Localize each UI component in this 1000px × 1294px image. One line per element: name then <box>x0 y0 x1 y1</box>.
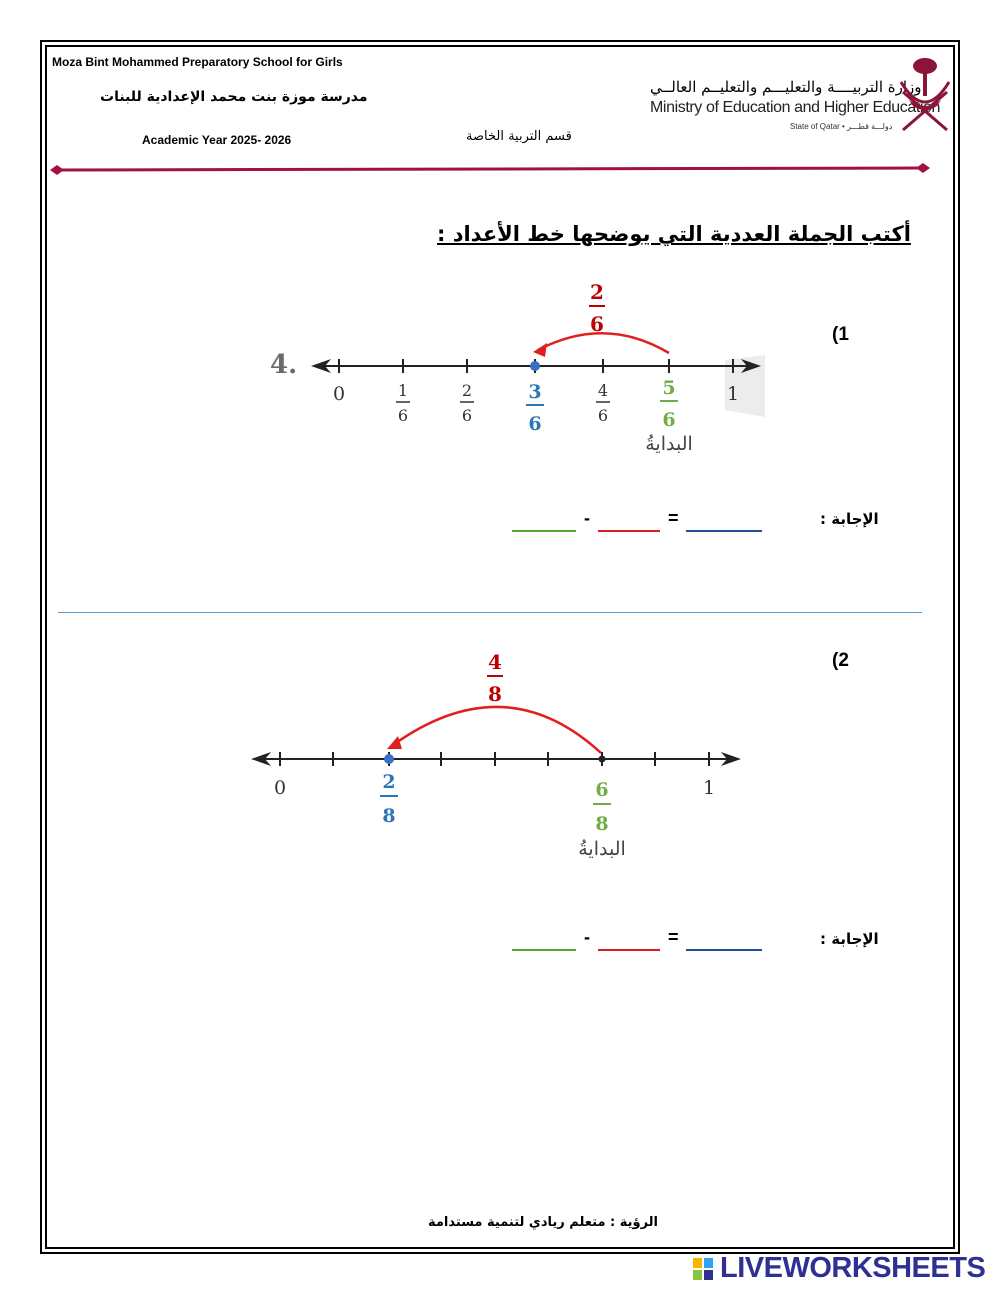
jump-arc <box>393 707 601 753</box>
frac-num: 6 <box>595 779 609 801</box>
zero-label: 0 <box>332 383 346 405</box>
start-label: البدايةُ <box>645 433 693 455</box>
number-line-2 <box>245 645 755 865</box>
equals-sign: = <box>668 508 679 528</box>
qatar-emblem-icon <box>895 52 955 134</box>
minus-sign: - <box>584 508 590 528</box>
answer-blank-start-1[interactable] <box>512 530 576 532</box>
one-label: 1 <box>702 777 716 799</box>
answer-blank-jump-1[interactable] <box>598 530 660 532</box>
ministry-name-english: Ministry of Education and Higher Education <box>650 99 941 116</box>
jump-arc <box>538 333 669 353</box>
school-name-english: Moza Bint Mohammed Preparatory School for Girls <box>52 55 343 69</box>
problem-tag: 4. <box>270 350 298 380</box>
jump-numerator: 2 <box>590 280 604 304</box>
end-point <box>530 361 540 371</box>
zero-label: 0 <box>273 777 287 799</box>
liveworksheets-logo-icon <box>693 1258 713 1280</box>
frac-num: 2 <box>382 771 396 793</box>
answer-label-2: الإجابة : <box>820 930 879 948</box>
header-divider <box>50 162 930 178</box>
frac-num: 5 <box>662 377 676 399</box>
frac-den: 8 <box>382 805 396 827</box>
answer-blank-result-2[interactable] <box>686 949 762 951</box>
section-divider <box>58 612 922 613</box>
academic-year: Academic Year 2025- 2026 <box>142 133 292 147</box>
school-name-arabic: مدرسة موزة بنت محمد الإعدادية للبنات <box>100 89 368 105</box>
vision-statement: الرؤية : متعلم ريادي لتنمية مستدامة <box>428 1215 659 1230</box>
state-of-qatar: State of Qatar • دولـــة قطـــر <box>790 122 893 131</box>
frac-den: 6 <box>397 406 409 425</box>
end-point <box>384 754 394 764</box>
answer-blank-start-2[interactable] <box>512 949 576 951</box>
frac-den: 6 <box>597 406 609 425</box>
jump-numerator: 4 <box>488 650 502 674</box>
department-name: قسم التربية الخاصة <box>466 129 572 144</box>
jump-arrowhead <box>533 343 547 357</box>
frac-den: 6 <box>528 413 542 435</box>
minus-sign: - <box>584 927 590 947</box>
jump-arrowhead <box>387 736 402 749</box>
number-line-1 <box>255 275 775 465</box>
instruction-title: أكتب الجملة العددية التي يوضحها خط الأعداد : <box>437 222 911 246</box>
jump-denominator: 8 <box>488 682 502 706</box>
frac-num: 1 <box>397 381 409 400</box>
answer-label-1: الإجابة : <box>820 510 879 528</box>
ministry-name-arabic: وزارة التربيــــة والتعليـــم والتعليــم العالــي <box>650 78 922 96</box>
answer-blank-result-1[interactable] <box>686 530 762 532</box>
frac-den: 6 <box>461 406 473 425</box>
frac-num: 4 <box>597 381 609 400</box>
equals-sign: = <box>668 927 679 947</box>
frac-den: 6 <box>662 409 676 431</box>
answer-blank-jump-2[interactable] <box>598 949 660 951</box>
start-label: البدايةُ <box>578 838 626 860</box>
liveworksheets-brand[interactable]: LIVEWORKSHEETS <box>720 1252 986 1284</box>
frac-den: 8 <box>595 813 609 835</box>
start-point <box>599 756 606 763</box>
jump-denominator: 6 <box>590 312 604 336</box>
one-label: 1 <box>726 383 740 405</box>
frac-num: 2 <box>461 381 473 400</box>
problem-2-number: (2 <box>832 650 849 671</box>
problem-1-number: (1 <box>832 324 849 345</box>
frac-num: 3 <box>528 381 542 403</box>
